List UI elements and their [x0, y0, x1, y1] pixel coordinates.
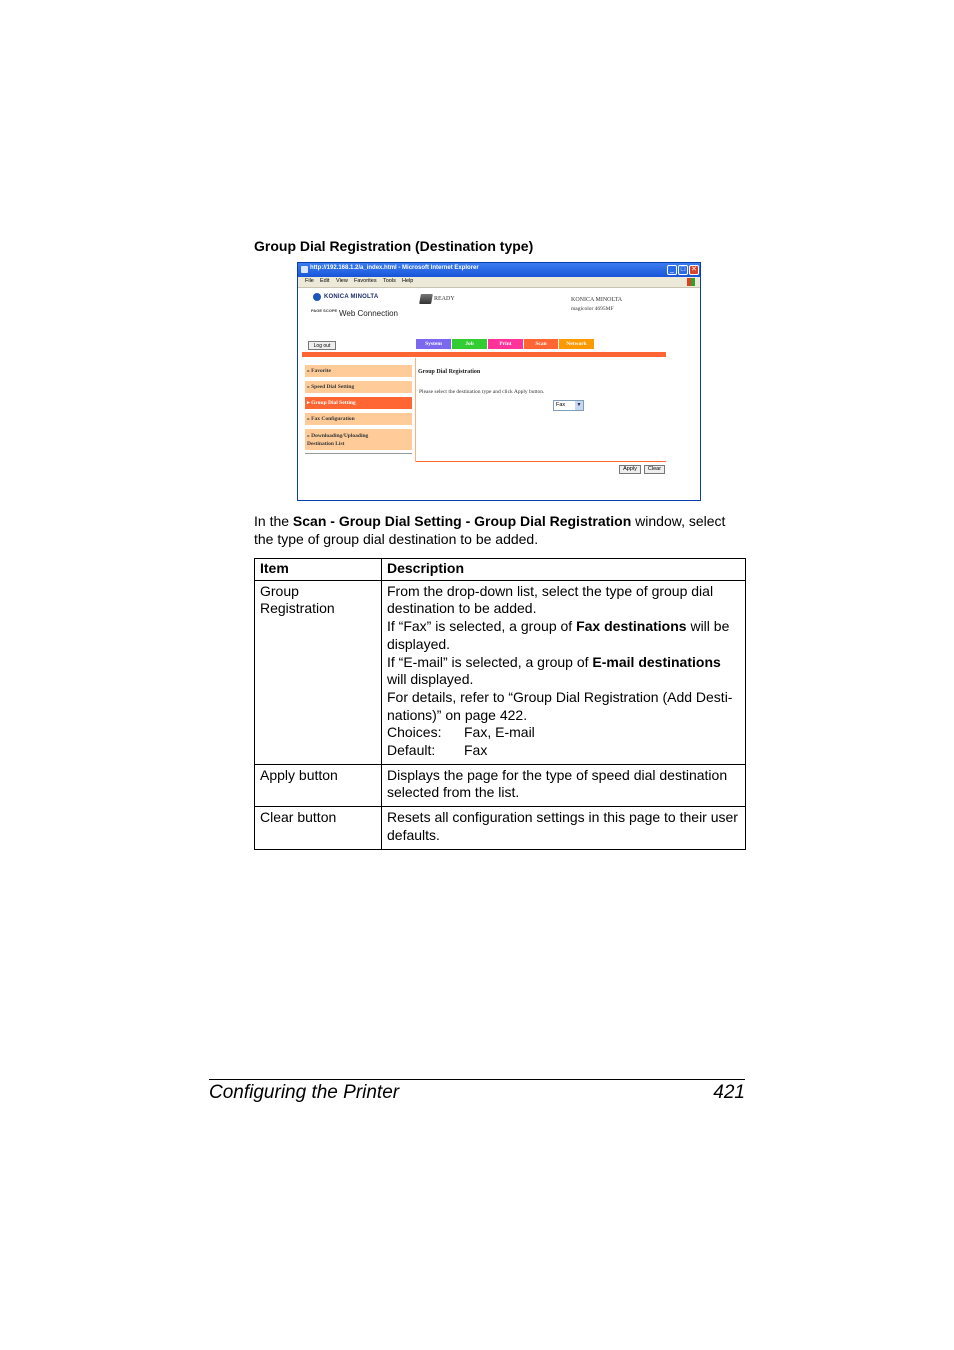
desc-line: [387, 618, 741, 653]
table-cell-item: Group Registration: [255, 580, 382, 764]
web-connection-title: Web Connection: [339, 309, 398, 318]
table-cell-item: Clear button: [255, 807, 382, 849]
sidebar-item-fax-configuration[interactable]: » Fax Configuration: [305, 413, 412, 425]
description-table: [254, 558, 746, 850]
maximize-icon[interactable]: □: [678, 265, 688, 275]
browser-titlebar: [298, 263, 701, 277]
sidebar-item-group-dial-setting[interactable]: ▸ Group Dial Setting: [305, 397, 412, 409]
menu-edit[interactable]: Edit: [320, 278, 330, 284]
menu-help[interactable]: Help: [402, 278, 414, 284]
intro-paragraph: [254, 512, 746, 548]
table-cell-description: [382, 580, 746, 764]
table-cell-item: Apply button: [255, 764, 382, 806]
default-label: Default:: [387, 742, 436, 759]
logout-button[interactable]: Log out: [308, 341, 336, 350]
windows-logo-icon: [687, 278, 695, 286]
desc-line: [387, 654, 741, 689]
menu-tools[interactable]: Tools: [383, 278, 396, 284]
choices-value: Fax, E-mail: [464, 724, 535, 741]
tab-print[interactable]: Print: [488, 339, 523, 349]
desc-text: will be displayed.: [387, 618, 730, 652]
browser-window-title: http://192.168.1.2/a_index.html - Microsoft Internet Explorer: [310, 265, 479, 271]
desc-text: If “E-mail” is selected, a group of: [387, 653, 593, 670]
desc-bold: Fax destinations: [576, 618, 687, 635]
default-value: Fax: [464, 742, 488, 759]
intro-prefix: In the: [254, 513, 293, 529]
minimize-icon[interactable]: _: [667, 265, 677, 275]
table-row: [255, 580, 746, 764]
sidebar-border: [415, 358, 416, 462]
choices-label: Choices:: [387, 724, 442, 741]
konica-minolta-logo-icon: [313, 293, 321, 301]
page-number: 421: [713, 1082, 745, 1103]
printer-status: READY: [434, 296, 455, 302]
menu-view[interactable]: View: [336, 278, 348, 284]
sidebar-divider: [305, 453, 412, 454]
section-heading: Group Dial Registration (Destination type): [254, 238, 534, 254]
table-row: [255, 807, 746, 849]
browser-screenshot: [297, 262, 701, 501]
panel-instruction: Please select the destination type and click Apply button.: [419, 389, 545, 395]
device-model: magicolor 4695MF: [571, 306, 614, 312]
header-divider: [302, 352, 666, 357]
sidebar-item-downloading-uploading[interactable]: [305, 429, 412, 450]
panel-divider: [416, 461, 666, 462]
sidebar-item-label: » Downloading/Uploading: [307, 433, 369, 439]
menu-file[interactable]: File: [305, 278, 314, 284]
printer-icon: [419, 294, 433, 304]
sidebar-item-speed-dial-setting[interactable]: » Speed Dial Setting: [305, 381, 412, 393]
table-header-row: [255, 559, 746, 581]
table-cell-description: Displays the page for the type of speed dial destination selected from the list.: [382, 764, 746, 806]
table-cell-description: Resets all configuration settings in this page to their user defaults.: [382, 807, 746, 849]
desc-bold: E-mail destinations: [592, 653, 721, 670]
close-icon[interactable]: ✕: [689, 265, 699, 275]
konica-minolta-logo-text: KONICA MINOLTA: [324, 294, 379, 300]
sidebar-item-favorite[interactable]: » Favorite: [305, 365, 412, 377]
footer-rule: [209, 1079, 745, 1080]
header-description: Description: [382, 559, 746, 581]
tab-network[interactable]: Network: [559, 339, 594, 349]
desc-line: From the drop-down list, select the type of group dial destination to be added.: [387, 582, 714, 617]
clear-button[interactable]: Clear: [644, 465, 665, 474]
menu-favorites[interactable]: Favorites: [354, 278, 377, 284]
desc-line: For details, refer to “Group Dial Registration (Add Desti-nations)” on page 422.: [387, 688, 733, 723]
ie-app-icon: [301, 266, 308, 273]
tab-scan[interactable]: Scan: [524, 339, 558, 349]
chevron-down-icon[interactable]: ▼: [576, 402, 582, 408]
pagescope-logo: PAGE SCOPE: [311, 308, 338, 313]
choices-line: [387, 724, 741, 742]
table-row: [255, 764, 746, 806]
tab-system[interactable]: System: [416, 339, 451, 349]
desc-text: will displayed.: [387, 671, 474, 688]
sidebar-item-label: Destination List: [307, 441, 345, 447]
default-line: [387, 742, 741, 760]
select-value: Fax: [556, 402, 566, 408]
desc-text: If “Fax” is selected, a group of: [387, 618, 577, 635]
footer-title: Configuring the Printer: [209, 1082, 400, 1103]
tab-job[interactable]: Job: [452, 339, 487, 349]
intro-suffix: window, select the type of group dial destination to be added.: [254, 513, 726, 547]
header-item: Item: [255, 559, 382, 581]
panel-title: Group Dial Registration: [418, 369, 481, 375]
apply-button[interactable]: Apply: [619, 465, 641, 474]
destination-type-select[interactable]: [553, 400, 584, 411]
intro-bold: Scan - Group Dial Setting - Group Dial Registration: [292, 513, 632, 529]
device-brand: KONICA MINOLTA: [571, 297, 623, 303]
